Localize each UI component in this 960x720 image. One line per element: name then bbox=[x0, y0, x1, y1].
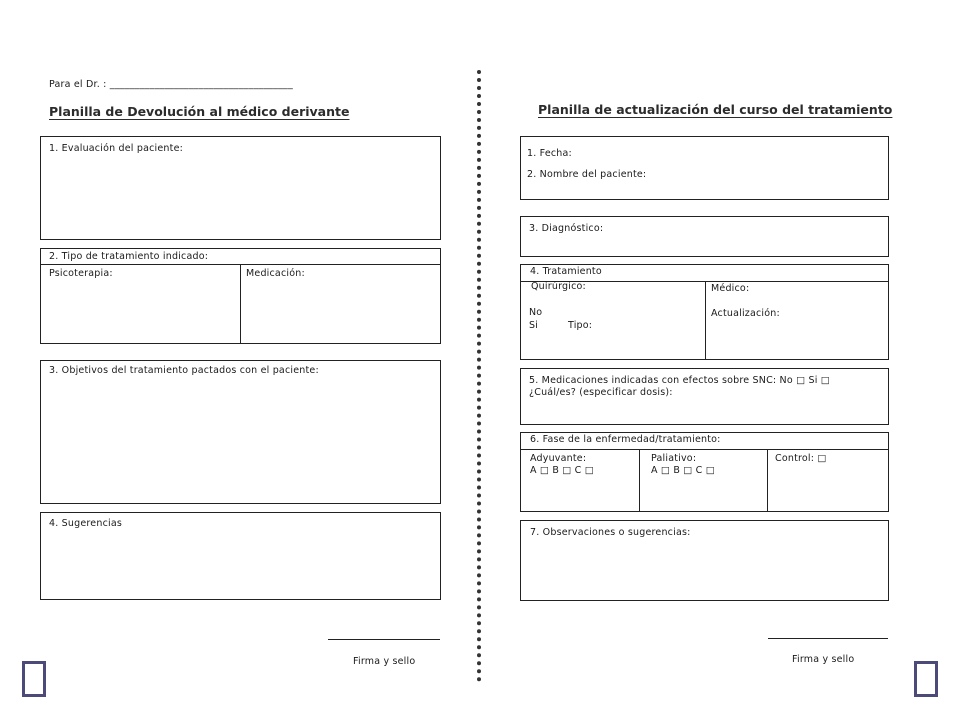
evaluacion-box[interactable] bbox=[40, 136, 441, 240]
right-signature-line bbox=[768, 638, 888, 639]
left-signature-line bbox=[328, 639, 440, 640]
diagnostico-box[interactable] bbox=[520, 216, 889, 257]
objetivos-label: 3. Objetivos del tratamiento pactados con el paciente: bbox=[49, 365, 319, 376]
adyuvante-options: A □ B □ C □ bbox=[530, 465, 594, 476]
quirurgico-tipo-label: Tipo: bbox=[568, 320, 593, 331]
quirurgico-si-label: Si bbox=[529, 320, 539, 331]
quirurgico-label: Quirúrgico: bbox=[531, 281, 586, 292]
paliativo-options: A □ B □ C □ bbox=[651, 465, 715, 476]
fecha-nombre-box[interactable] bbox=[520, 136, 889, 200]
prev-slide-icon[interactable] bbox=[22, 661, 46, 697]
tratamiento-box[interactable] bbox=[520, 264, 889, 360]
fase-enfermedad-box[interactable] bbox=[520, 432, 889, 512]
tratamiento-column-divider bbox=[705, 281, 706, 359]
adyuvante-label: Adyuvante: bbox=[530, 453, 587, 464]
right-firma-label: Firma y sello bbox=[792, 654, 855, 665]
cuales-dosis-label: ¿Cuál/es? (especificar dosis): bbox=[529, 387, 673, 398]
fase-divider bbox=[521, 449, 888, 450]
paliativo-label: Paliativo: bbox=[651, 453, 697, 464]
medicacion-label: Medicación: bbox=[246, 268, 305, 279]
observaciones-box[interactable] bbox=[520, 520, 889, 601]
tipo-tratamiento-box[interactable] bbox=[40, 248, 441, 344]
medicaciones-snc-box[interactable] bbox=[520, 368, 889, 425]
para-el-dr-line: Para el Dr. : _____________________________________ bbox=[49, 79, 293, 90]
observaciones-label: 7. Observaciones o sugerencias: bbox=[530, 527, 691, 538]
fase-enfermedad-label: 6. Fase de la enfermedad/tratamiento: bbox=[530, 434, 721, 445]
fase-column-divider-2 bbox=[767, 449, 768, 511]
actualizacion-label: Actualización: bbox=[711, 308, 780, 319]
left-firma-label: Firma y sello bbox=[353, 656, 416, 667]
right-form-title: Planilla de actualización del curso del tratamiento bbox=[538, 102, 893, 117]
medicaciones-snc-label: 5. Medicaciones indicadas con efectos sobre SNC: No □ Si □ bbox=[529, 375, 830, 386]
fecha-label: 1. Fecha: bbox=[527, 148, 572, 159]
sugerencias-box[interactable] bbox=[40, 512, 441, 600]
quirurgico-no-label: No bbox=[529, 307, 543, 318]
page-divider bbox=[477, 70, 481, 682]
objetivos-box[interactable] bbox=[40, 360, 441, 504]
tipo-tratamiento-label: 2. Tipo de tratamiento indicado: bbox=[49, 251, 209, 262]
diagnostico-label: 3. Diagnóstico: bbox=[529, 223, 604, 234]
tipo-tratamiento-column-divider bbox=[240, 264, 241, 343]
sugerencias-label: 4. Sugerencias bbox=[49, 518, 123, 529]
next-slide-icon[interactable] bbox=[914, 661, 938, 697]
left-form-title: Planilla de Devolución al médico derivante bbox=[49, 104, 350, 119]
nombre-paciente-label: 2. Nombre del paciente: bbox=[527, 169, 647, 180]
tratamiento-label: 4. Tratamiento bbox=[530, 266, 602, 277]
fase-column-divider-1 bbox=[639, 449, 640, 511]
medico-label: Médico: bbox=[711, 283, 750, 294]
psicoterapia-label: Psicoterapia: bbox=[49, 268, 113, 279]
evaluacion-label: 1. Evaluación del paciente: bbox=[49, 143, 184, 154]
control-label: Control: □ bbox=[775, 453, 827, 464]
